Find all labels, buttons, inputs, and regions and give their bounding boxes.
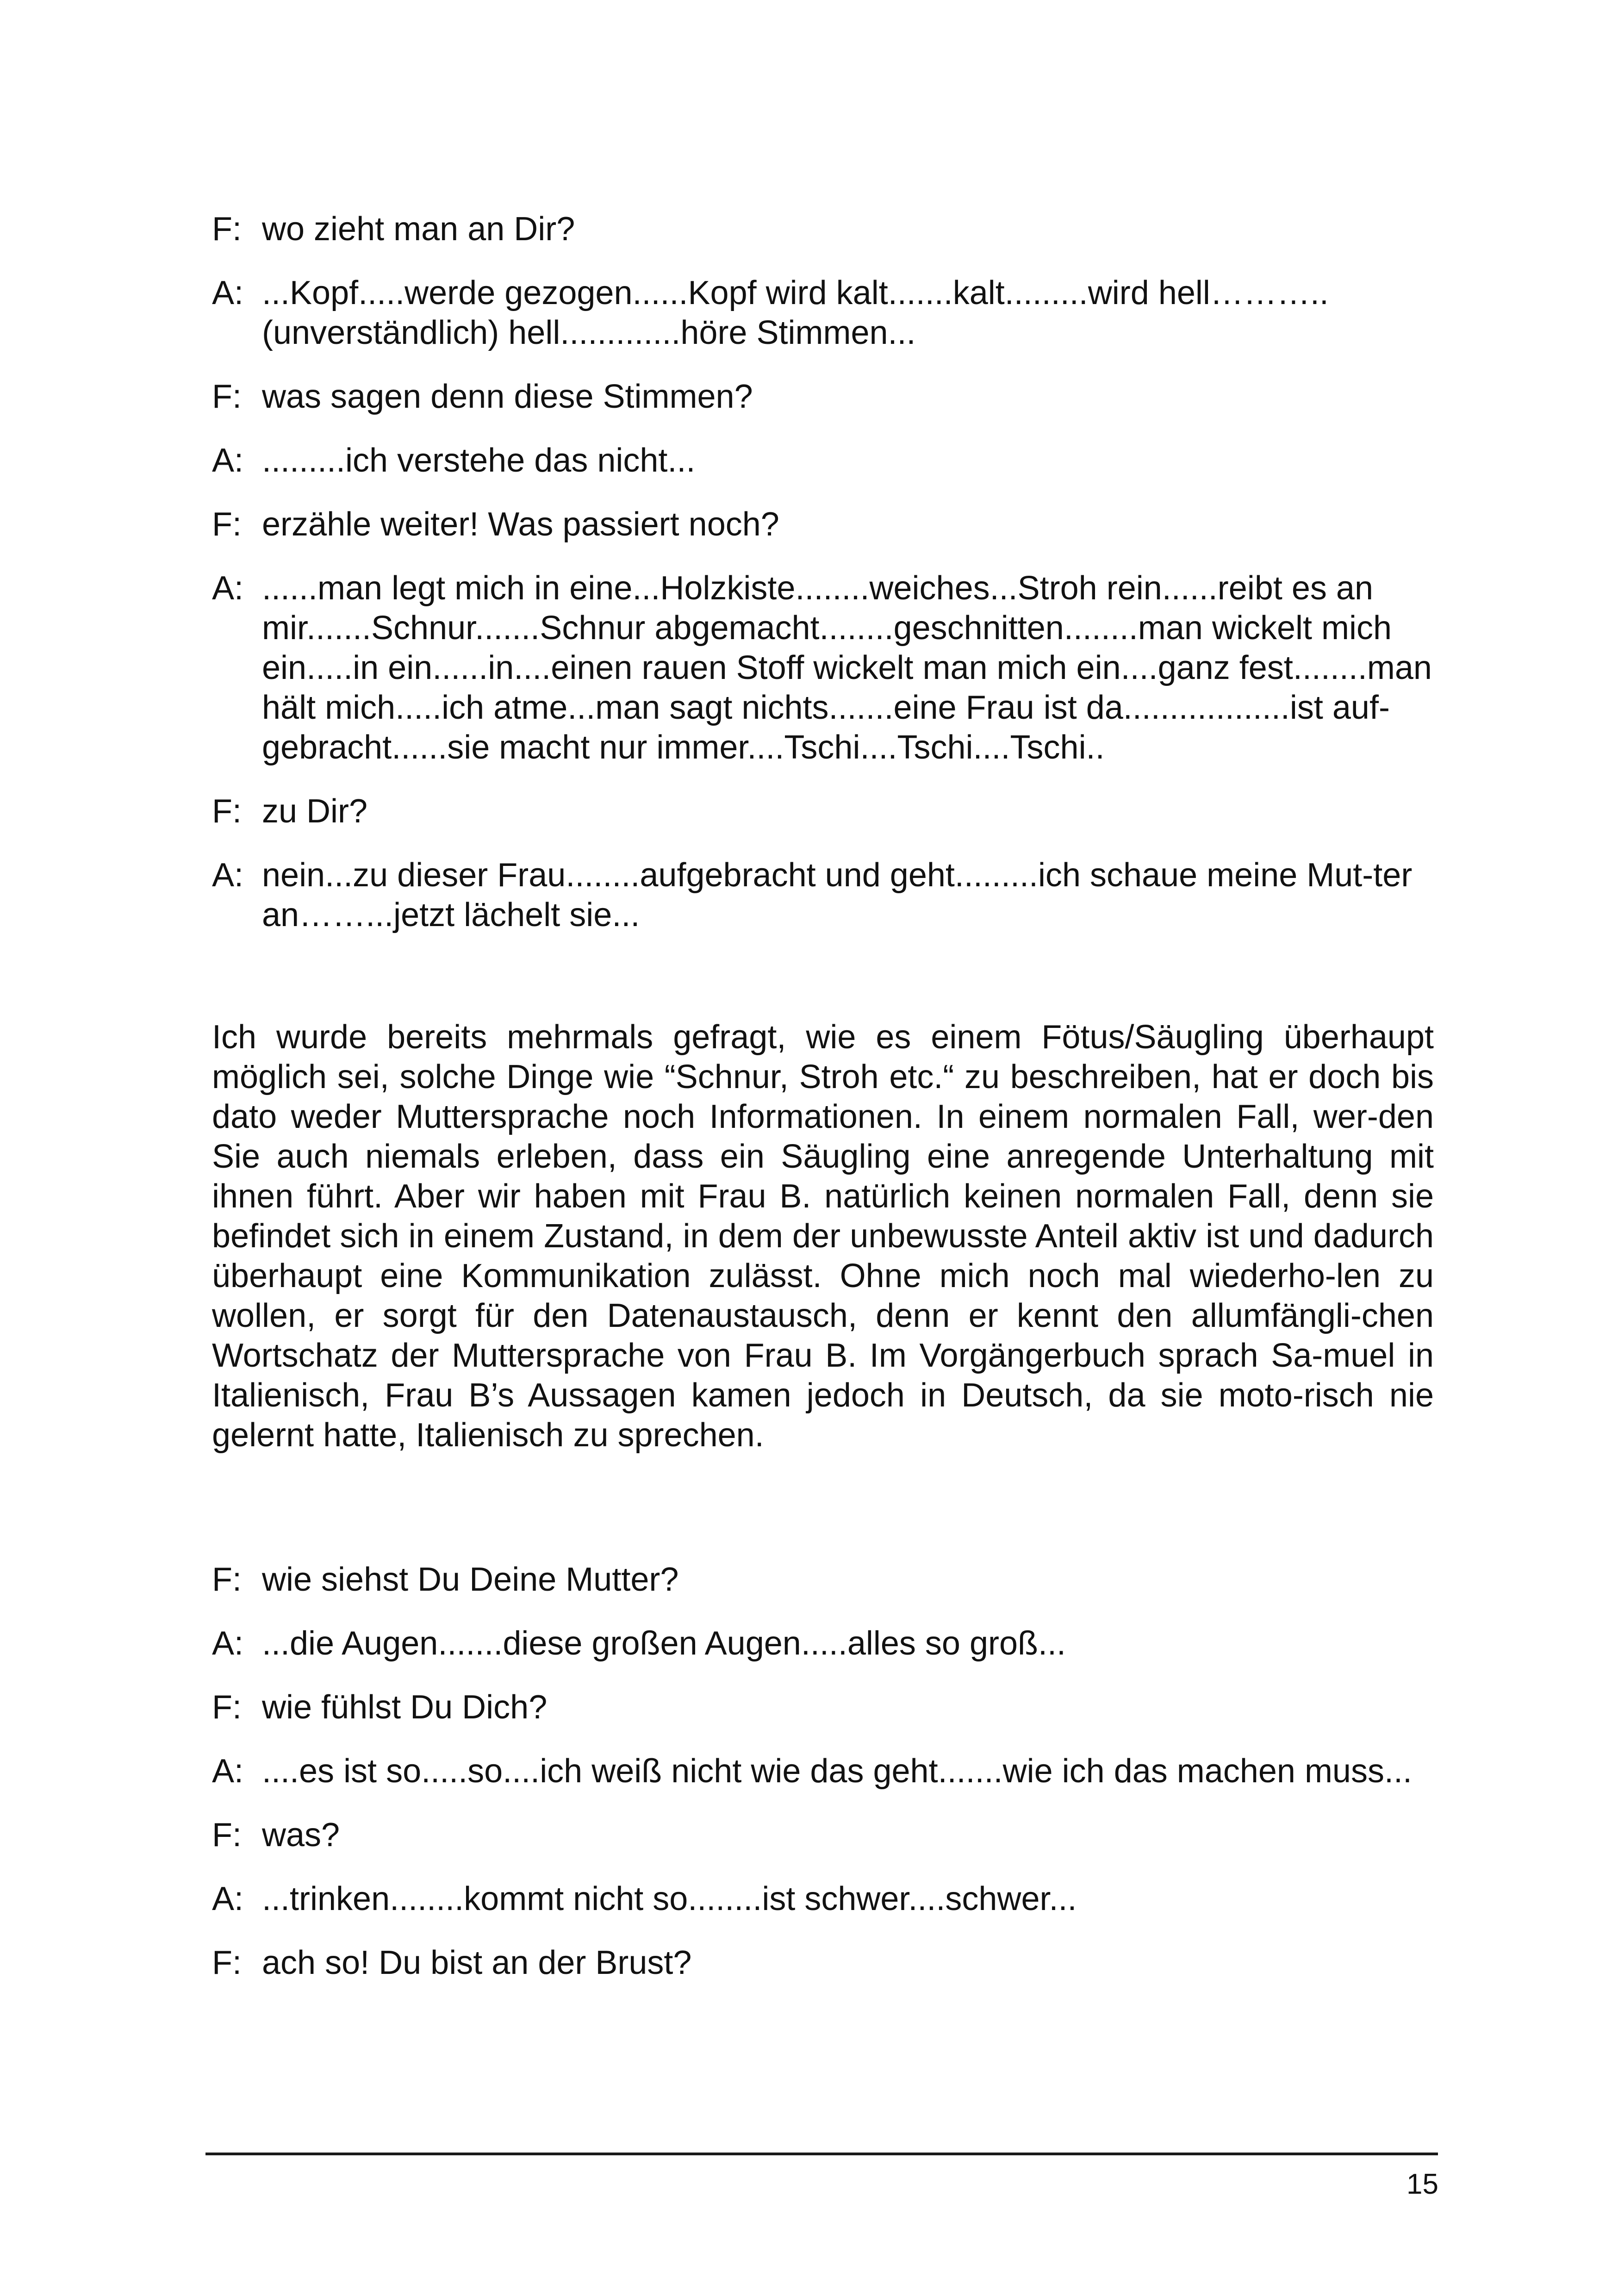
- utterance-text: .........ich verstehe das nicht...: [262, 442, 696, 479]
- utterance-text: was sagen denn diese Stimmen?: [262, 378, 753, 415]
- dialogue-line: [212, 504, 1434, 544]
- narrative-paragraph: Ich wurde bereits mehrmals gefragt, wie es einem Fötus/Säugling überhaupt möglich sei, solche Dinge wie “Schnur, Stroh etc.“ zu beschreiben, hat er doch bis dato weder Muttersprache noch Informationen. In einem normalen Fall, wer-den Sie auch niemals erleben, dass ein Säugling eine anregende Unterhaltung mit ihnen führt. Aber wir haben mit Frau B. natürlich keinen normalen Fall, denn sie befindet sich in einem Zustand, in dem der unbewusste Anteil aktiv ist und dadurch überhaupt eine Kommunikation zulässt. Ohne mich noch mal wiederho-len zu wollen, er sorgt für den Datenaustausch, denn er kennt den allumfängli-chen Wortschatz der Muttersprache von Frau B. Im Vorgängerbuch sprach Sa-muel in Italienisch, Frau B’s Aussagen kamen jedoch in Deutsch, da sie moto-risch nie gelernt hatte, Italienisch zu sprechen.: [212, 1019, 1434, 1454]
- speaker-label: A:: [212, 274, 244, 311]
- dialogue-line: [212, 441, 1434, 480]
- document-page: [212, 209, 1434, 2007]
- dialogue-line: [212, 791, 1434, 831]
- speaker-label: A:: [212, 570, 244, 607]
- speaker-label: F:: [212, 506, 242, 543]
- utterance-text: ...Kopf.....werde gezogen......Kopf wird kalt.......kalt.........wird hell………..(unverständlich) hell.............höre Stimmen...: [262, 274, 1329, 351]
- speaker-label: A:: [212, 857, 244, 894]
- utterance-text: zu Dir?: [262, 793, 368, 830]
- speaker-label: A:: [212, 1880, 244, 1917]
- dialogue-line: [212, 568, 1434, 767]
- dialogue-line: [212, 1560, 1434, 1599]
- utterance-text: wo zieht man an Dir?: [262, 211, 575, 248]
- dialogue-line: [212, 273, 1434, 353]
- dialogue-line: [212, 1624, 1434, 1663]
- utterance-text: wie fühlst Du Dich?: [262, 1689, 548, 1726]
- speaker-label: F:: [212, 793, 242, 830]
- utterance-text: ......man legt mich in eine...Holzkiste........weiches...Stroh rein......reibt es an mir.......Schnur.......Schnur abgemacht........geschnitten........man wickelt mich ein.....in ein......in....einen rauen Stoff wickelt man mich ein....ganz fest........man hält mich.....ich atme...man sagt nichts.......eine Frau ist da..................ist auf-gebracht......sie macht nur immer....Tschi....Tschi....Tschi..: [262, 570, 1432, 766]
- page-number: 15: [1406, 2168, 1438, 2200]
- speaker-label: F:: [212, 211, 242, 248]
- speaker-label: A:: [212, 1753, 244, 1790]
- utterance-text: erzähle weiter! Was passiert noch?: [262, 506, 779, 543]
- utterance-text: ...die Augen.......diese großen Augen.....alles so groß...: [262, 1625, 1066, 1662]
- dialogue-line: [212, 1751, 1434, 1791]
- utterance-text: wie siehst Du Deine Mutter?: [262, 1561, 679, 1598]
- speaker-label: A:: [212, 1625, 244, 1662]
- dialogue-line: [212, 1879, 1434, 1919]
- utterance-text: ....es ist so.....so....ich weiß nicht wie das geht.......wie ich das machen muss...: [262, 1753, 1412, 1790]
- dialogue-block-2: [212, 1560, 1434, 1983]
- utterance-text: ...trinken........kommt nicht so........ist schwer....schwer...: [262, 1880, 1077, 1917]
- dialogue-block-1: [212, 209, 1434, 935]
- footer-divider: [205, 2153, 1438, 2155]
- speaker-label: F:: [212, 378, 242, 415]
- utterance-text: ach so! Du bist an der Brust?: [262, 1944, 692, 1981]
- speaker-label: A:: [212, 442, 244, 479]
- speaker-label: F:: [212, 1689, 242, 1726]
- dialogue-line: [212, 855, 1434, 935]
- dialogue-line: [212, 1943, 1434, 1983]
- speaker-label: F:: [212, 1944, 242, 1981]
- dialogue-line: [212, 209, 1434, 249]
- dialogue-line: [212, 1687, 1434, 1727]
- speaker-label: F:: [212, 1561, 242, 1598]
- dialogue-line: [212, 377, 1434, 417]
- speaker-label: F:: [212, 1817, 242, 1854]
- utterance-text: was?: [262, 1817, 340, 1854]
- utterance-text: nein...zu dieser Frau........aufgebracht und geht.........ich schaue meine Mut-ter an……...jetzt lächelt sie...: [262, 857, 1413, 933]
- dialogue-line: [212, 1815, 1434, 1855]
